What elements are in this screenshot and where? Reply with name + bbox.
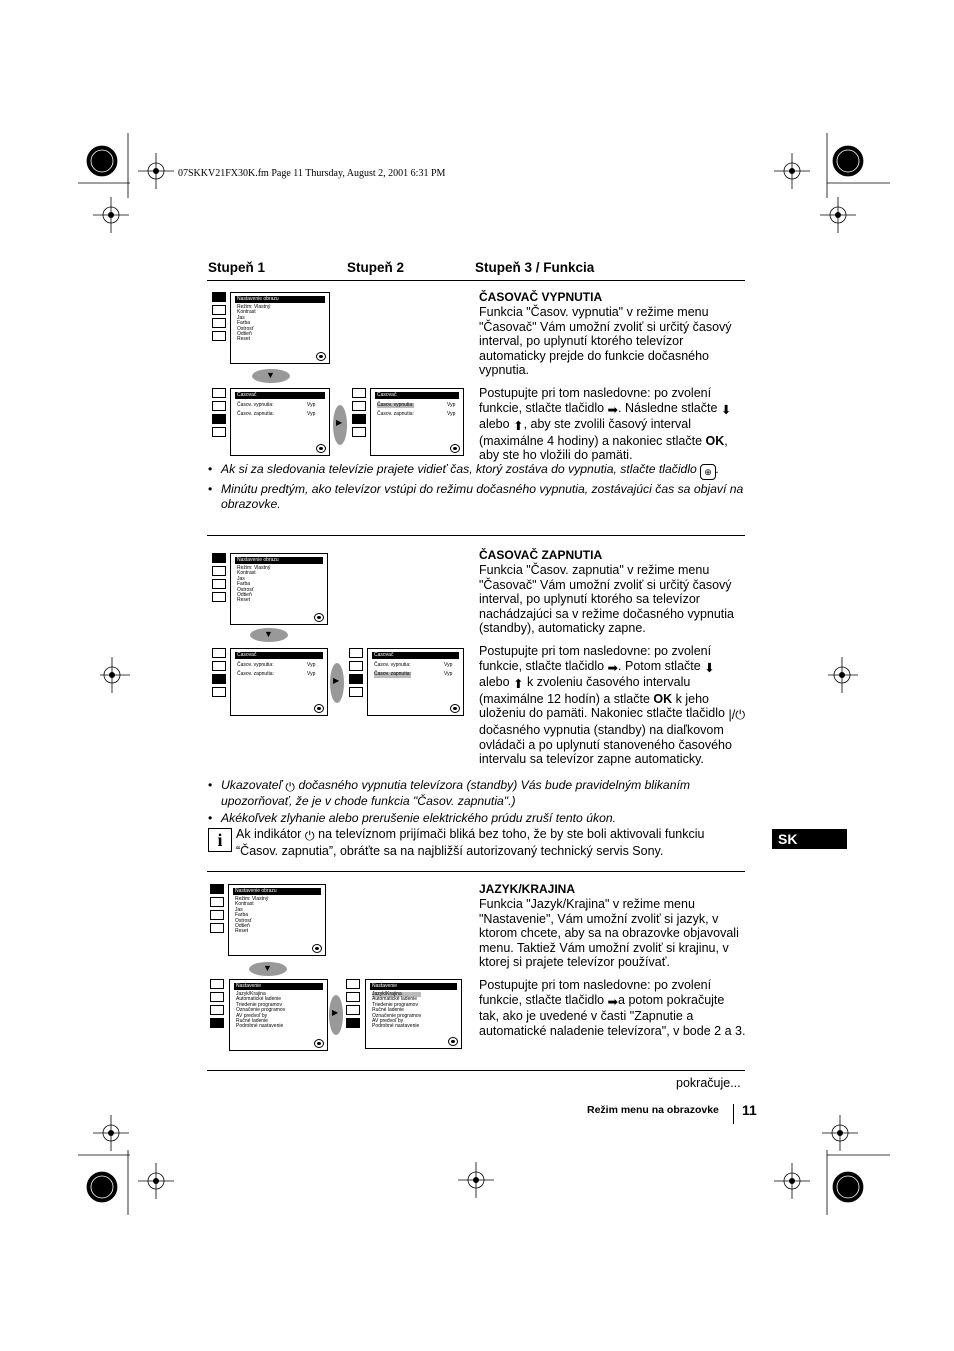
section-title: ČASOVAČ VYPNUTIA xyxy=(479,290,603,304)
file-header: 07SKKV21FX30K.fm Page 11 Thursday, August 2, 2001 6:31 PM xyxy=(178,168,446,179)
header-rule xyxy=(207,280,745,281)
section-title: ČASOVAČ ZAPNUTIA xyxy=(479,548,603,562)
down-arrow-button-icon: ⬇ xyxy=(704,660,715,675)
registration-marks-top-right xyxy=(770,133,890,243)
standby-indicator-icon: ⏻ xyxy=(304,829,315,843)
section1-notes: • Ak si za sledovania televízie prajete vidieť čas, ktorý zostáva do vypnutia, stlačte tlačidlo ⊕ . • Minútu predtým, ako televízor vstúpi do režimu dočasného vypnutia, zostávajúci čas sa objaví na obrazovke. xyxy=(208,462,746,513)
tv-menu-timer-4: Časovač Časov. vypnutia: Vyp Časov. zapnutia: Vyp xyxy=(349,648,464,716)
section-body: Funkcia "Časov. zapnutia" v režime menu "Časovač" Vám umožní zvoliť si určitý časový interval, po uplynutí ktorého sa televízor nachádzajúci sa v režime dočasného vypnutia (standby), automaticky zapne. Postupujte pri tom nasledovne: po zvolení funkcie, stlačte tlačidlo ➡. Potom stlačte ⬇ alebo ⬆ k zvoleniu časového intervalu (maximálne 12 hodín) a stlačte OK k jeho uloženiu do pamäti. Nakoniec stlačte tlačidlo |/⏻ dočasného vypnutia (standby) na diaľkovom ovládači a po uplynutí stanoveného časového intervalu sa televízor zapne automaticky. xyxy=(479,563,746,767)
page-number: 11 xyxy=(742,1102,757,1118)
section-body: Funkcia "Časov. vypnutia" v režime menu "Časovač" Vám umožní zvoliť si určitý časový interval, po uplynutí ktorého televízor automaticky prejde do funkcie dočasného vypnutia. Postupujte pri tom nasledovne: po zvolení funkcie, stlačte tlačidlo ➡. Následne stlačte ⬇ alebo ⬆, aby ste zvolili časový interval (maximálne 4 hodiny) a nakoniec stlačte OK, aby ste ho vložili do pamäti. xyxy=(479,305,732,463)
footer-divider xyxy=(733,1104,734,1124)
down-arrow-icon xyxy=(250,628,288,642)
registration-mark-left-mid xyxy=(100,655,130,695)
tv-menu-timer-3: Časovač Časov. vypnutia: Vyp Časov. zapnutia: Vyp xyxy=(212,648,328,716)
section-title: JAZYK/KRAJINA xyxy=(479,882,576,896)
registration-marks-bottom-left xyxy=(78,1095,198,1215)
section-body: Funkcia "Jazyk/Krajina" v režime menu "Nastavenie", Vám umožní zvoliť si jazyk, v ktorom chcete, aby sa na obrazovke objavovali menu. Taktiež Vám umožní zvoliť si krajinu, v ktorej si prajete televízor používať. Postupujte pri tom nasledovne: po zvolení funkcie, stlačte tlačidlo ➡a potom pokračujte tak, ako je uvedené v časti "Zapnutie a automatické naladenie televízora", v bode 2 a 3. xyxy=(479,897,746,1038)
tv-menu-setup-1: Nastavenie Jazyk/Krajina Automatické ladenie Triedenie programov Označenie programov AV predvoľ by Ručné ladenie Podrobné nastavenie xyxy=(210,979,328,1051)
tv-menu-timer-1: Časovač Časov. vypnutia: Vyp Časov. zapnutia: Vyp xyxy=(212,388,330,456)
language-tab: SK xyxy=(772,829,847,849)
section-wakeup-timer xyxy=(479,548,747,775)
right-arrow-icon xyxy=(329,995,343,1035)
column-step2: Stupeň 2 xyxy=(347,260,405,275)
footer-section-title: Režim menu na obrazovke xyxy=(587,1104,719,1116)
column-step1: Stupeň 1 xyxy=(208,260,266,275)
info-button-icon: ⊕ xyxy=(700,464,716,480)
section-rule-2 xyxy=(207,871,745,872)
right-arrow-icon xyxy=(330,663,344,703)
tv-menu-timer-2: Časovač Časov. vypnutia: Vyp Časov. zapnutia: Vyp xyxy=(352,388,464,456)
right-arrow-button-icon: ➡ xyxy=(607,660,619,675)
column-step3: Stupeň 3 / Funkcia xyxy=(475,260,595,275)
right-arrow-button-icon: ➡ xyxy=(607,994,619,1009)
section-language-country xyxy=(479,882,747,1046)
standby-indicator-icon: ⏻ xyxy=(285,780,296,794)
section2-notes: • Ukazovateľ ⏻ dočasného vypnutia televízora (standby) Vás bude pravidelným blikaním upozorňovať, že je v chode funkcia "Časov. zapnutia".) • Akékoľvek zlyhanie alebo prerušenie elektrického prúdu zruší tento úkon. xyxy=(208,778,746,827)
down-arrow-icon xyxy=(249,962,287,976)
section-sleep-timer xyxy=(479,290,747,471)
registration-mark-bottom-center xyxy=(440,1160,520,1200)
section-rule-1 xyxy=(207,535,745,536)
down-arrow-button-icon: ⬇ xyxy=(720,402,732,417)
right-arrow-button-icon: ➡ xyxy=(607,402,619,417)
up-arrow-button-icon: ⬆ xyxy=(513,419,524,434)
up-arrow-button-icon: ⬆ xyxy=(513,677,524,692)
tv-menu-picture-2: Nastavenie obrazu Režim: Vlastný Kontrast Jas Farba Ostrosť Odtieň Reset xyxy=(212,553,328,625)
info-icon: i xyxy=(208,828,232,852)
tv-menu-setup-2: Nastavenie Jazyk/Krajina Automatické ladenie Triedenie programov Ručné ladenie Označenie programov AV predvoľ by Podrobné nastavenie xyxy=(346,979,462,1049)
standby-button-icon: |/⏻ xyxy=(728,708,746,723)
registration-marks-top-left xyxy=(78,133,198,243)
section-rule-3 xyxy=(207,1070,745,1071)
continues-text: pokračuje... xyxy=(676,1076,741,1090)
registration-mark-right-mid xyxy=(828,655,858,695)
tv-menu-picture-3: Nastavenie obrazu Režim: Vlastný Kontrast Jas Farba Ostrosť Odtieň Reset xyxy=(210,884,326,956)
down-arrow-icon xyxy=(252,369,290,383)
info-note: Ak indikátor ⏻ na televíznom prijímači bliká bez toho, že by ste boli aktivovali funkciu “Časov. zapnutia”, obráťte sa na najbližší autorizovaný technický servis Sony. xyxy=(236,827,705,858)
registration-marks-bottom-right xyxy=(770,1095,890,1215)
tv-menu-picture-1: Nastavenie obrazu Režim: Vlastný Kontrast Jas Farba Ostrosť Odtieň Reset xyxy=(212,292,330,364)
right-arrow-icon xyxy=(333,405,347,445)
